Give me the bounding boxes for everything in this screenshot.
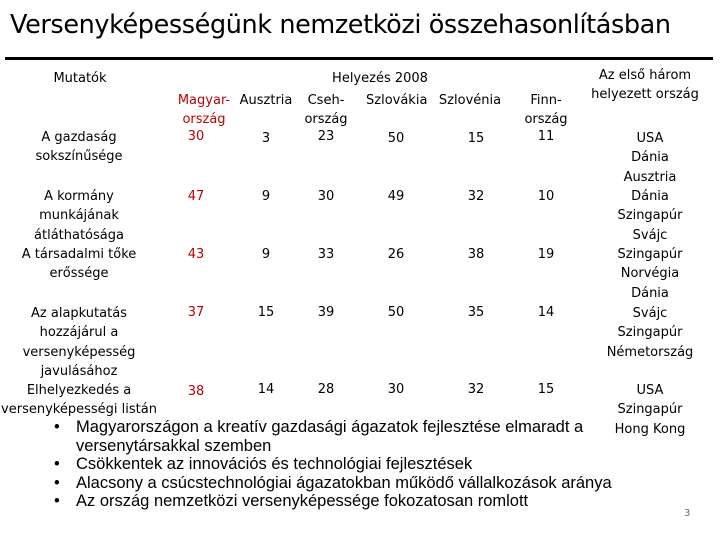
value-austria: 3 xyxy=(261,131,271,146)
country-header-line: Finn- xyxy=(530,93,562,108)
value-czechia: 30 xyxy=(317,189,335,204)
value-hungary: 47 xyxy=(187,189,205,204)
value-austria: 9 xyxy=(261,247,271,262)
value-slovakia: 26 xyxy=(387,247,405,262)
row-label-line: versenyképességi listán xyxy=(1,402,157,418)
bullet-item xyxy=(40,474,680,493)
country-header-slovenia xyxy=(435,91,505,110)
top3-country: Svájc xyxy=(632,306,668,321)
row-label-basic-research xyxy=(0,304,158,382)
bullet-dot: • xyxy=(54,492,60,510)
row-label-line: A gazdaság xyxy=(41,130,117,145)
value-slovakia: 50 xyxy=(387,131,405,146)
value-austria: 14 xyxy=(257,382,275,397)
top3-country: Szingapúr xyxy=(617,402,683,418)
header-top3-line: Az első három xyxy=(598,68,692,83)
top3-country: Németország xyxy=(606,344,694,360)
bullet-text: versenytársakkal szemben xyxy=(76,436,272,455)
top3-country: Dánia xyxy=(631,150,669,166)
row-label-line: sokszínűsége xyxy=(35,149,123,165)
bullet-item xyxy=(40,492,680,511)
header-indicators: Mutatók xyxy=(53,71,107,86)
top3-country: Hong Kong xyxy=(614,421,686,437)
value-czechia: 39 xyxy=(317,305,335,320)
bullet-dot: • xyxy=(54,418,60,436)
row-label-line: hozzájárul a xyxy=(39,325,119,341)
value-hungary: 38 xyxy=(187,384,205,399)
bullet-text: Alacsony a csúcstechnológiai ágazatokban működő vállalkozások aránya xyxy=(76,473,612,492)
value-finland: 14 xyxy=(537,305,555,320)
row-label-competitiveness-rank xyxy=(0,381,158,420)
top3-country: Szingapúr xyxy=(617,325,683,341)
top3-country: USA xyxy=(636,131,664,146)
row-label-line: átláthatósága xyxy=(34,227,124,243)
value-finland: 10 xyxy=(537,189,555,204)
title-divider xyxy=(5,57,713,60)
top3-list xyxy=(585,304,715,362)
value-slovenia: 35 xyxy=(467,305,485,320)
row-label-line: Az alapkutatás xyxy=(31,306,127,321)
country-header-line: Szlovénia xyxy=(438,93,502,108)
bullet-text: Magyarországon a kreatív gazdasági ágazatok fejlesztése elmaradt a xyxy=(76,418,584,436)
value-czechia: 28 xyxy=(317,382,335,397)
row-label-line: versenyképesség xyxy=(22,344,136,360)
value-slovakia: 49 xyxy=(387,189,405,204)
value-finland: 15 xyxy=(537,382,555,397)
value-hungary: 37 xyxy=(187,305,205,320)
top3-country: USA xyxy=(636,383,664,398)
top3-country: Ausztria xyxy=(623,169,677,185)
value-hungary: 43 xyxy=(187,247,205,262)
row-label-line: javulásához xyxy=(40,364,118,380)
value-finland: 19 xyxy=(537,247,555,262)
value-slovakia: 50 xyxy=(387,305,405,320)
row-label-government-transparency xyxy=(0,187,158,245)
value-czechia: 23 xyxy=(317,129,335,144)
value-slovenia: 32 xyxy=(467,189,485,204)
row-label-diversity xyxy=(0,128,158,167)
row-label-social-capital xyxy=(0,245,158,284)
country-header-austria xyxy=(236,91,296,110)
country-header-line: ország xyxy=(304,112,348,128)
row-label-line: Elhelyezkedés a xyxy=(26,383,132,398)
header-top3 xyxy=(575,66,715,105)
country-header-line: Ausztria xyxy=(239,93,293,108)
bullet-list xyxy=(40,418,680,511)
bullet-text: Az ország nemzetközi versenyképessége fokozatosan romlott xyxy=(76,492,529,510)
country-header-finland xyxy=(516,91,576,130)
value-hungary: 30 xyxy=(187,129,205,144)
header-position-2008: Helyezés 2008 xyxy=(332,71,428,86)
country-header-czechia xyxy=(296,91,356,130)
row-label-line: erőssége xyxy=(49,266,109,282)
row-label-line: munkájának xyxy=(39,208,119,224)
top3-country: Svájc xyxy=(632,227,668,243)
top3-list xyxy=(585,245,715,303)
top3-list xyxy=(585,187,715,245)
country-header-hungary xyxy=(165,91,243,130)
country-header-line: ország xyxy=(182,112,226,128)
value-finland: 11 xyxy=(537,129,555,144)
country-header-line: ország xyxy=(524,112,568,128)
top3-country: Dánia xyxy=(631,285,669,301)
value-slovenia: 32 xyxy=(467,382,485,397)
bullet-dot: • xyxy=(54,455,60,473)
country-header-line: Magyar- xyxy=(177,93,231,108)
value-slovakia: 30 xyxy=(387,382,405,397)
top3-country: Dánia xyxy=(631,189,669,204)
value-austria: 15 xyxy=(257,305,275,320)
bullet-item xyxy=(40,418,680,455)
bullet-text: Csökkentek az innovációs és technológiai fejlesztések xyxy=(76,455,473,473)
bullet-item xyxy=(40,455,680,474)
top3-country: Norvégia xyxy=(620,266,680,282)
row-label-line: A társadalmi tőke xyxy=(21,247,137,262)
page-title: Versenyképességünk nemzetközi összehasonlításban xyxy=(10,10,671,40)
value-austria: 9 xyxy=(261,189,271,204)
top3-list xyxy=(585,129,715,187)
value-czechia: 33 xyxy=(317,247,335,262)
bullet-dot: • xyxy=(54,473,60,492)
top3-country: Szingapúr xyxy=(617,247,683,262)
page-number: 3 xyxy=(684,508,691,519)
row-label-line: A kormány xyxy=(44,189,114,204)
value-slovenia: 38 xyxy=(467,247,485,262)
country-header-line: Szlovákia xyxy=(366,93,428,108)
country-header-line: Cseh- xyxy=(307,93,345,108)
value-slovenia: 15 xyxy=(467,131,485,146)
header-top3-line: helyezett ország xyxy=(591,87,699,103)
top3-country: Szingapúr xyxy=(617,208,683,224)
country-header-slovakia xyxy=(366,91,426,110)
